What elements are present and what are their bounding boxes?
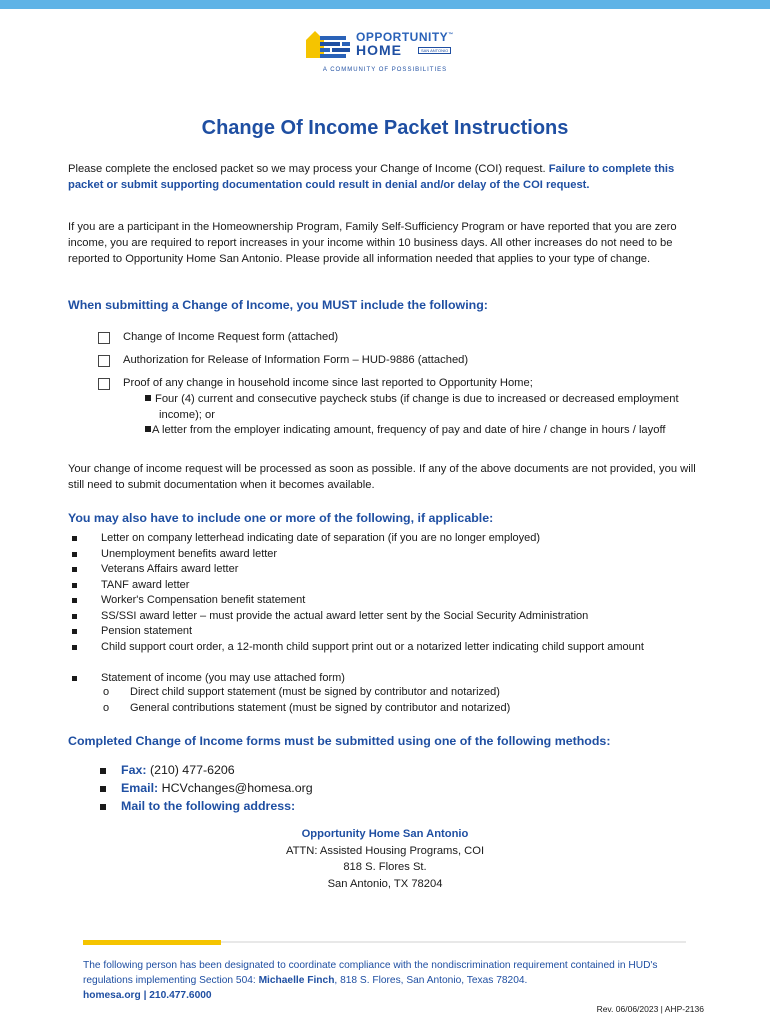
section-required-heading: When submitting a Change of Income, you MUST include the following: [68,298,488,312]
footer-contact[interactable]: homesa.org | 210.477.6000 [83,990,212,1001]
address-street: 818 S. Flores St. [343,861,427,873]
intro-paragraph-1: Please complete the enclosed packet so we may process your Change of Income (COI) request. Failure to complete this packet or submit supporting documentation could result in denial and/or delay of the COI request. [68,163,675,191]
logo-text-home: HOME [356,42,402,58]
footer-accent-bar [83,940,221,945]
required-item: Proof of any change in household income since last reported to Opportunity Home; [123,377,533,389]
logo-tagline: A COMMUNITY OF POSSIBILITIES [322,67,448,73]
bullet-square-icon [72,614,77,619]
mailing-address [0,826,770,892]
bullet-square-icon [100,786,106,792]
address-city: San Antonio, TX 78204 [327,877,443,890]
intro-paragraph-2: If you are a participant in the Homeownership Program, Family Self-Sufficiency Program or have reported that you are zero income, you are required to report increases in your income within 10 business days. All other increases do not need to be reported to Opportunity Home San Antonio. Please provide all information needed that applies to your type of change. [68,221,677,265]
bullet-square-icon [100,768,106,774]
revision-label: Rev. 06/06/2023 | AHP-2136 [596,1004,704,1014]
house-logo-icon [306,28,354,62]
bullet-square-icon [100,804,106,810]
top-color-bar [0,0,770,9]
bullet-square-icon [72,536,77,541]
required-item: Change of Income Request form (attached) [123,331,339,343]
checkbox-coi-form[interactable] [98,332,110,344]
footer-compliance-note: The following person has been designated to coordinate compliance with the nondiscrimination requirement contained in HUD's regulations implementing Section 504: Michaelle Finch, 818 S. Flores, San Antonio, Texas 78204. homesa.org | 210.477.6000 [83,960,658,1001]
email-link[interactable]: HCVchanges@homesa.org [161,781,313,795]
address-attn: ATTN: Assisted Housing Programs, COI [285,844,485,857]
required-item: Authorization for Release of Information Form – HUD-9886 (attached) [123,354,469,366]
checkbox-hud-9886[interactable] [98,355,110,367]
required-subitem: A letter from the employer indicating amount, frequency of pay and date of hire / change in hours / layoff [145,422,695,438]
processing-note: Your change of income request will be processed as soon as possible. If any of the above documents are not provided, you will still need to submit documentation when it becomes available. [68,463,696,491]
address-org: Opportunity Home San Antonio [301,828,469,840]
bullet-square-icon [72,567,77,572]
bullet-square-icon [72,629,77,634]
bullet-square-icon [72,552,77,557]
required-subitem: Four (4) current and consecutive paycheck stubs (if change is due to increased or decreased employment income); or [145,391,699,423]
checkbox-proof-of-income[interactable] [98,378,110,390]
bullet-square-icon [72,645,77,650]
logo-text-opportunity: OPPORTUNITY™ [356,30,454,44]
page-title: Change Of Income Packet Instructions [201,117,569,139]
bullet-square-icon [72,583,77,588]
bullet-square-icon [145,426,151,432]
bullet-square-icon [72,676,77,681]
section-optional-heading: You may also have to include one or more of the following, if applicable: [68,511,494,525]
bullet-square-icon [72,598,77,603]
logo-text-san-antonio: SAN ANTONIO [418,47,451,54]
bullet-square-icon [145,395,151,401]
section-submit-heading: Completed Change of Income forms must be submitted using one of the following methods: [68,734,611,748]
